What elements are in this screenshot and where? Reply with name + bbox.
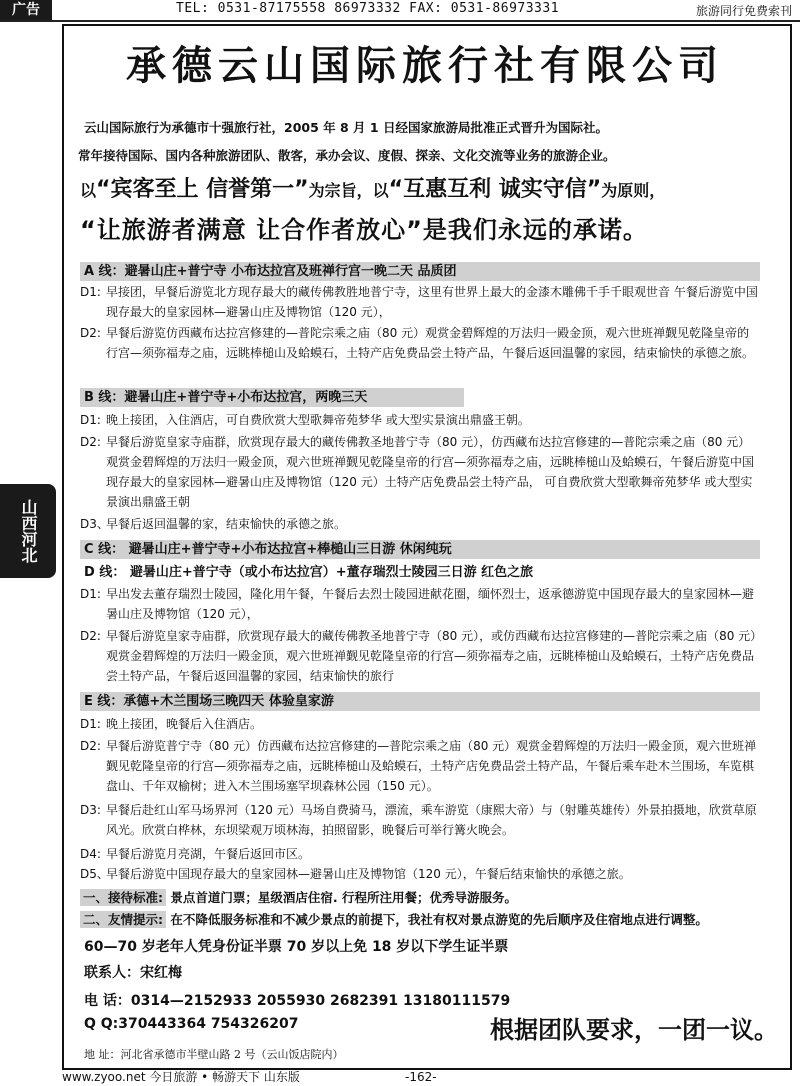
day-text: 早餐后游览仿西藏布达拉宫修建的—普陀宗乘之庙（80 元）观赏金碧辉煌的万法归一殿金顶，观六世班禅觐见乾隆皇帝的行宫—须弥福寿之庙，远眺棒槌山及蛤蟆石，土特产店免费品尝土特产品，午餐后返回温馨的家园，结束愉快的承德之旅。 bbox=[106, 326, 755, 360]
slogan bbox=[80, 172, 665, 203]
page-number: -162- bbox=[405, 1070, 437, 1084]
address: 地 址：河北省承德市半壁山路 2 号（云山饭店院内） bbox=[84, 1048, 344, 1061]
route-e-day-2 bbox=[80, 736, 760, 796]
tips-text: 在不降低服务标准和不减少景点的前提下，我社有权对景点游览的先后顺序及住宿地点进行调整。 bbox=[170, 912, 708, 927]
route-d-day-1 bbox=[80, 584, 760, 624]
motto: “让旅游者满意 让合作者放心”是我们永远的承诺。 bbox=[80, 216, 648, 244]
route-d-header: D 线： 避暑山庄+普宁寺（或小布达拉宫）+董存瑞烈士陵园三日游 红色之旅 bbox=[80, 563, 760, 582]
day-label: D3、 bbox=[80, 517, 109, 531]
group-motto: 根据团队要求，一团一议。 bbox=[490, 1016, 778, 1044]
route-b-day-2 bbox=[80, 432, 760, 512]
slogan-quote-1: “宾客至上 信誉第一” bbox=[96, 177, 309, 202]
day-text: 早餐后赴红山军马场界河（120 元）马场自费骑马，漂流，乘车游览（康熙大帝）与（射雕英雄传）外景拍摄地，欣赏草原风光。欣赏白桦林，东坝梁观万顷林海，拍照留影，晚餐后可举行篝火晚会。 bbox=[106, 803, 757, 837]
top-contact: TEL: 0531-87175558 86973332 FAX: 0531-86973331 bbox=[176, 1, 560, 16]
service-standard bbox=[80, 888, 517, 906]
route-b-header: B 线：避暑山庄+普宁寺+小布达拉宫，两晚三天 bbox=[80, 388, 464, 407]
intro-line-1: 云山国际旅行为承德市十强旅行社，2005 年 8 月 1 日经国家旅游局批准正式晋升为国际社。 bbox=[84, 120, 608, 135]
slogan-p1: 以 bbox=[80, 181, 97, 200]
top-right-text: 旅游同行免费索刊 bbox=[695, 4, 792, 18]
route-a-day-2 bbox=[80, 323, 760, 383]
route-b-day-1 bbox=[80, 410, 760, 430]
day-label: D1: bbox=[80, 413, 101, 427]
standard-label: 一、接待标准: bbox=[80, 889, 166, 906]
footer-url: www.zyoo.net 今日旅游 • 畅游天下 山东版 bbox=[62, 1070, 300, 1084]
day-text: 早餐后游览普宁寺（80 元）仿西藏布达拉宫修建的—普陀宗乘之庙（80 元）观赏金碧辉煌的万法归一殿金顶，观六世班禅觐见乾隆皇帝的行宫—须弥福寿之庙，远眺棒槌山及蛤蟆石，土特产店免费品尝土特产品，午餐后乘车赴木兰围场，车览棋盘山、千年双榆树；进入木兰围场塞罕坝森林公园（150 元）。 bbox=[106, 739, 757, 793]
contact-person: 联系人：宋红梅 bbox=[84, 965, 182, 981]
route-a-day-1 bbox=[80, 282, 760, 322]
day-text: 早餐后返回温馨的家，结束愉快的承德之旅。 bbox=[106, 517, 347, 531]
company-title: 承德云山国际旅行社有限公司 bbox=[126, 42, 724, 89]
page-footer bbox=[0, 1068, 800, 1086]
ad-tag: 广告 bbox=[0, 0, 52, 20]
day-label: D1: bbox=[80, 587, 101, 601]
route-e-header: E 线：承德+木兰围场三晚四天 体验皇家游 bbox=[80, 692, 760, 711]
day-text: 早餐后游览皇家寺庙群，欣赏现存最大的藏传佛教圣地普宁寺（80 元），仿西藏布达拉宫修建的—普陀宗乘之庙（80 元）观赏金碧辉煌的万法归一殿金顶，观六世班禅觐见乾隆皇帝的行宫—须弥福寿之庙，远眺棒槌山及蛤蟆石，午餐后游览中国现存最大的皇家园林—避暑山庄及博物馆（120 元）土特产店免费品尝土特产品， 可自费欣赏大型歌舞帝苑梦华 或大型实景演出鼎盛王朝 bbox=[106, 435, 755, 509]
contact-phone: 电 话：0314—2152933 2055930 2682391 13180111579 bbox=[84, 993, 511, 1009]
day-label: D5、 bbox=[80, 867, 109, 881]
day-label: D4: bbox=[80, 847, 101, 861]
route-b-day-3 bbox=[80, 514, 760, 534]
tips-label: 二、友情提示: bbox=[80, 911, 166, 928]
slogan-quote-2: “互惠互利 诚实守信” bbox=[388, 177, 602, 202]
day-label: D2: bbox=[80, 326, 101, 340]
day-text: 早接团，早餐后游览北方现存最大的藏传佛教胜地普宁寺，这里有世界上最大的金漆木雕佛千手千眼观世音 午餐后游览中国现存最大的皇家园林—避暑山庄及博物馆（120 元）， bbox=[106, 285, 758, 319]
day-text: 晚上接团，入住酒店，可自费欣赏大型歌舞帝苑梦华 或大型实景演出鼎盛王朝。 bbox=[106, 413, 530, 427]
day-label: D1: bbox=[80, 285, 101, 299]
route-c-header: C 线： 避暑山庄+普宁寺+小布达拉宫+棒槌山三日游 休闲纯玩 bbox=[80, 540, 760, 559]
day-label: D3: bbox=[80, 803, 101, 817]
route-e-day-4 bbox=[80, 844, 760, 864]
route-d-day-2 bbox=[80, 626, 760, 686]
standard-text: 景点首道门票；星级酒店住宿. 行程所注用餐；优秀导游服务。 bbox=[170, 890, 517, 905]
day-label: D1: bbox=[80, 717, 101, 731]
day-text: 早出发去董存瑞烈士陵园，隆化用午餐，午餐后去烈士陵园进献花圈，缅怀烈士，返承德游览中国现存最大的皇家园林—避暑山庄及博物馆（120 元）， bbox=[106, 587, 755, 621]
top-bar bbox=[0, 0, 800, 22]
route-e-day-3 bbox=[80, 800, 760, 840]
day-text: 早餐后游览中国现存最大的皇家园林—避暑山庄及博物馆（120 元），午餐后结束愉快的承德之旅。 bbox=[106, 867, 631, 881]
slogan-p2: 为宗旨，以 bbox=[308, 181, 389, 200]
contact-qq: Q Q:370443364 754326207 bbox=[84, 1016, 299, 1032]
intro-line-2: 常年接待国际、国内各种旅游团队、散客，承办会议、度假、探亲、文化交流等业务的旅游企业。 bbox=[78, 148, 616, 163]
route-a-header: A 线：避暑山庄+普宁寺 小布达拉宫及班禅行宫一晚二天 品质团 bbox=[80, 262, 760, 281]
day-label: D2: bbox=[80, 739, 101, 753]
day-text: 晚上接团，晚餐后入住酒店。 bbox=[106, 717, 263, 731]
route-e-day-1 bbox=[80, 714, 760, 734]
route-e-day-5 bbox=[80, 864, 760, 884]
day-text: 早餐后游览皇家寺庙群，欣赏现存最大的藏传佛教圣地普宁寺（80 元），或仿西藏布达拉宫修建的—普陀宗乘之庙（80 元）观赏金碧辉煌的万法归一殿金顶，观六世班禅觐见乾隆皇帝的行宫—须弥福寿之庙，远眺棒槌山及蛤蟆石，土特产店免费品尝土特产品，午餐后返回温馨的家园，结束愉快的旅行 bbox=[106, 629, 757, 683]
region-side-tab: 山西河北 bbox=[0, 484, 56, 578]
day-label: D2: bbox=[80, 435, 101, 449]
day-text: 早餐后游览月亮湖，午餐后返回市区。 bbox=[106, 847, 311, 861]
slogan-p3: 为原则， bbox=[601, 181, 666, 200]
friendly-tips bbox=[80, 910, 708, 928]
age-policy: 60—70 岁老年人凭身份证半票 70 岁以上免 18 岁以下学生证半票 bbox=[84, 939, 509, 955]
day-label: D2: bbox=[80, 629, 101, 643]
